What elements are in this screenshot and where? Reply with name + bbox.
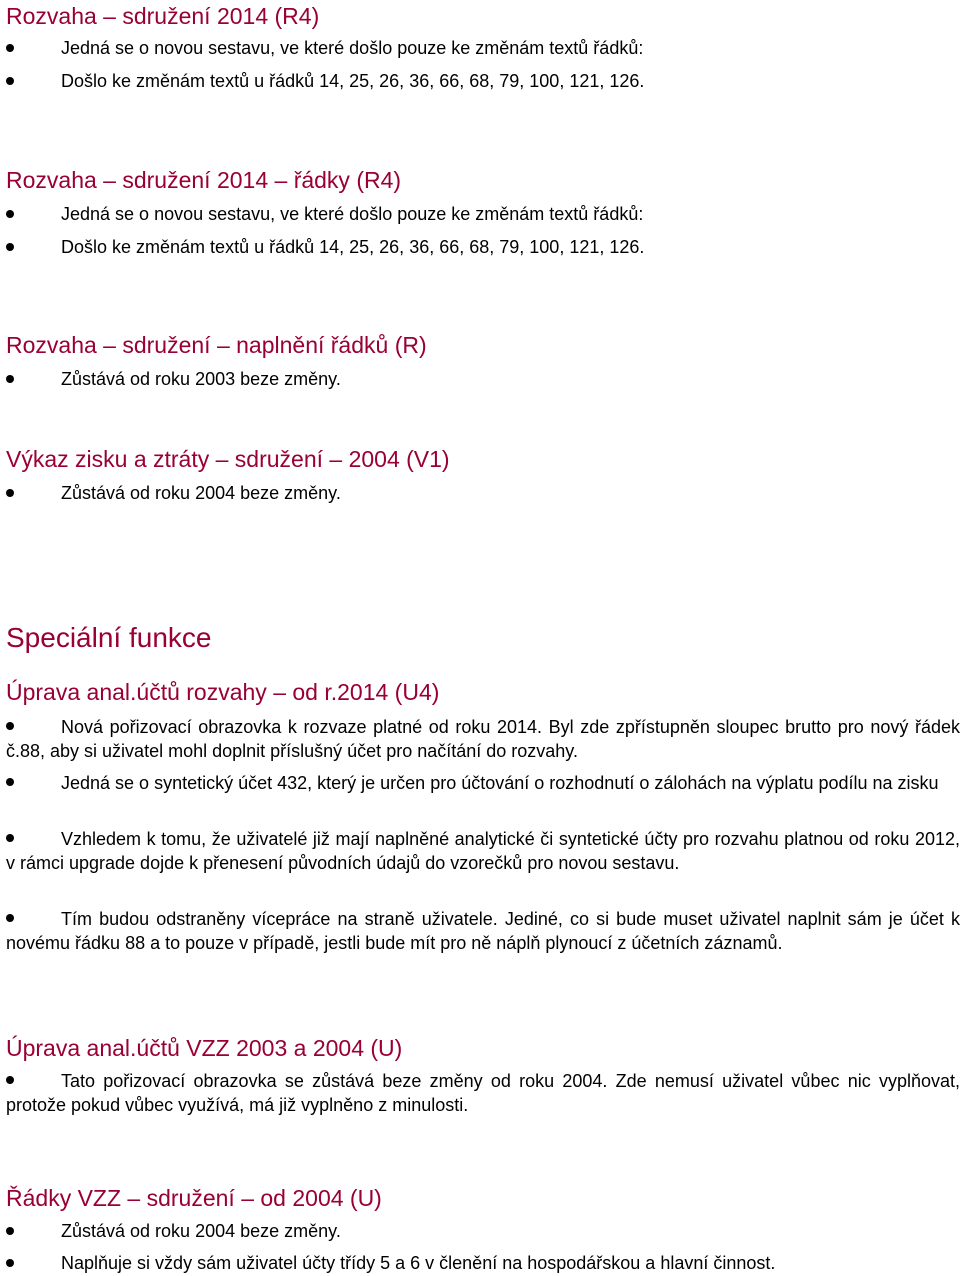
section-heading-rozvaha-2014-radky: Rozvaha – sdružení 2014 – řádky (R4) bbox=[6, 167, 402, 193]
paragraph-text: Tím budou odstraněny vícepráce na straně uživatele. Jediné, co si bude muset uživatel naplnit sám je účet k novému řádku 88 a to pouze v případě, jestli bude mít pro ně náplň plynoucí z účetních záznamů. bbox=[6, 909, 960, 953]
bullet-icon bbox=[6, 722, 14, 730]
section-heading-rozvaha-2014: Rozvaha – sdružení 2014 (R4) bbox=[6, 3, 320, 29]
list-item bbox=[6, 1251, 960, 1275]
paragraph bbox=[6, 715, 960, 763]
paragraph bbox=[6, 907, 960, 955]
paragraph-text: Vzhledem k tomu, že uživatelé již mají naplněné analytické či syntetické účty pro rozvahu platnou od roku 2012, v rámci upgrade dojde k přenesení původních údajů do vzorečků pro novou sestavu. bbox=[6, 829, 960, 873]
paragraph-text: Jedná se o syntetický účet 432, který je určen pro účtování o rozhodnutí o zálohách na výplatu podílu na zisku bbox=[61, 773, 939, 793]
bullet-icon bbox=[6, 77, 14, 85]
paragraph-text: Nová pořizovací obrazovka k rozvaze platné od roku 2014. Byl zde zpřístupněn sloupec brutto pro nový řádek č.88, aby si uživatel mohl doplnit příslušný účet pro načítání do rozvahy. bbox=[6, 717, 960, 761]
special-functions-title: Speciální funkce bbox=[6, 622, 212, 653]
list-item-text: Zůstává od roku 2003 beze změny. bbox=[61, 369, 341, 389]
bullet-icon bbox=[6, 375, 14, 383]
section-heading-radky-vzz: Řádky VZZ – sdružení – od 2004 (U) bbox=[6, 1185, 382, 1211]
section-heading-uprava-rozvahy: Úprava anal.účtů rozvahy – od r.2014 (U4) bbox=[6, 679, 440, 705]
bullet-icon bbox=[6, 489, 14, 497]
list-item-text: Zůstává od roku 2004 beze změny. bbox=[61, 1221, 341, 1241]
paragraph-text: Tato pořizovací obrazovka se zůstává beze změny od roku 2004. Zde nemusí uživatel vůbec nic vyplňovat, protože pokud vůbec využívá, má již vyplněno z minulosti. bbox=[6, 1071, 960, 1115]
list-item-text: Zůstává od roku 2004 beze změny. bbox=[61, 483, 341, 503]
section-heading-uprava-vzz: Úprava anal.účtů VZZ 2003 a 2004 (U) bbox=[6, 1035, 403, 1061]
bullet-icon bbox=[6, 210, 14, 218]
list-item-text: Došlo ke změnám textů u řádků 14, 25, 26, 36, 66, 68, 79, 100, 121, 126. bbox=[61, 237, 645, 257]
list-item-text: Jedná se o novou sestavu, ve které došlo pouze ke změnám textů řádků: bbox=[61, 38, 644, 58]
bullet-icon bbox=[6, 243, 14, 251]
list-item bbox=[6, 36, 960, 60]
list-item bbox=[6, 202, 960, 226]
bullet-icon bbox=[6, 44, 14, 52]
section-heading-naplneni-radku: Rozvaha – sdružení – naplnění řádků (R) bbox=[6, 332, 427, 358]
paragraph bbox=[6, 1069, 960, 1117]
list-item bbox=[6, 1219, 960, 1243]
bullet-icon bbox=[6, 1227, 14, 1235]
list-item bbox=[6, 481, 960, 505]
list-item bbox=[6, 367, 960, 391]
list-item bbox=[6, 235, 960, 259]
list-item-text: Došlo ke změnám textů u řádků 14, 25, 26, 36, 66, 68, 79, 100, 121, 126. bbox=[61, 71, 645, 91]
paragraph bbox=[6, 827, 960, 875]
bullet-icon bbox=[6, 1259, 14, 1267]
bullet-icon bbox=[6, 1076, 14, 1084]
bullet-icon bbox=[6, 778, 14, 786]
section-heading-vykaz-zisku: Výkaz zisku a ztráty – sdružení – 2004 (V1) bbox=[6, 446, 450, 472]
bullet-icon bbox=[6, 914, 14, 922]
list-item-text: Jedná se o novou sestavu, ve které došlo pouze ke změnám textů řádků: bbox=[61, 204, 644, 224]
bullet-icon bbox=[6, 834, 14, 842]
list-item bbox=[6, 69, 960, 93]
paragraph bbox=[6, 771, 960, 795]
list-item-text: Naplňuje si vždy sám uživatel účty třídy 5 a 6 v členění na hospodářskou a hlavní činnost. bbox=[61, 1253, 776, 1273]
